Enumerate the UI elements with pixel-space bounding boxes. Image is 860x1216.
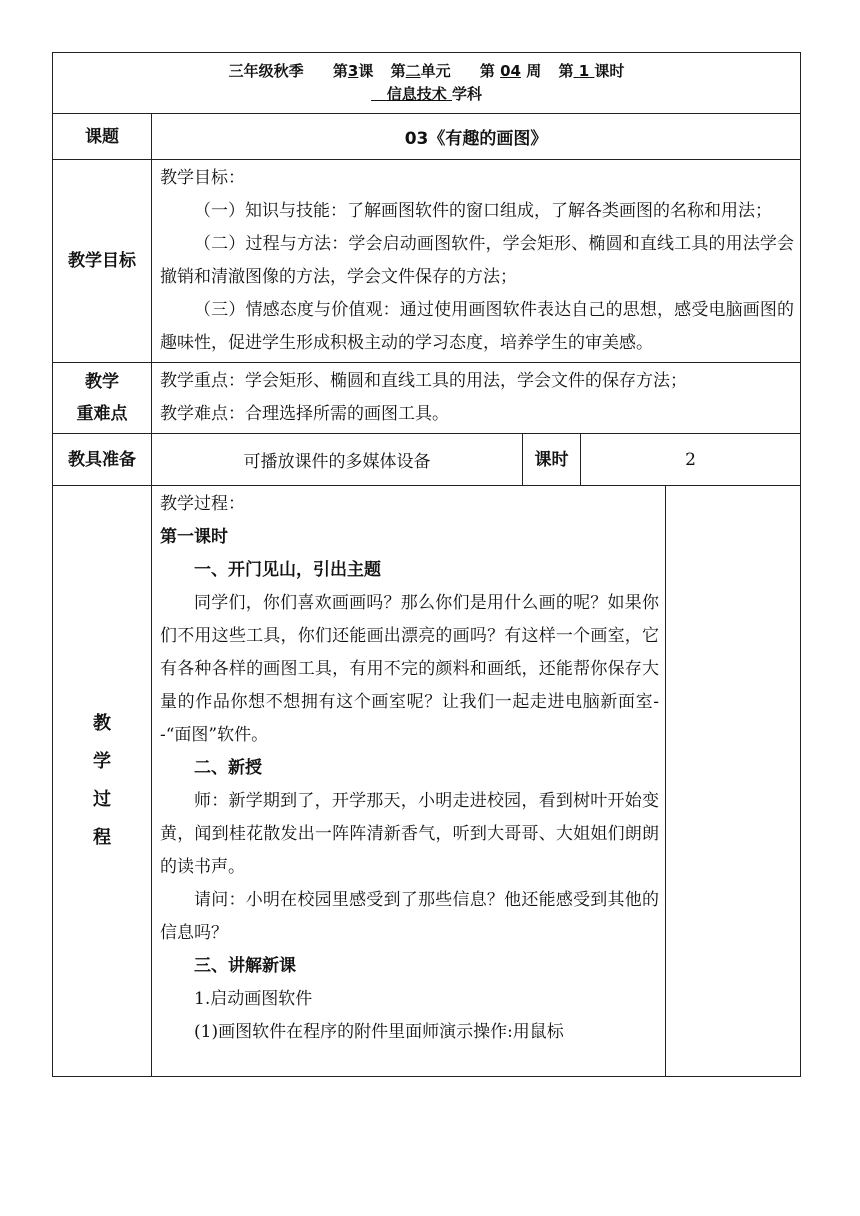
objectives-row (53, 160, 801, 363)
header-line-1: 三年级秋季 第3课 第二单元 第 04 周 第 1 课时 (228, 62, 625, 80)
materials-row (53, 434, 801, 486)
section2-title: 二、新授 (194, 758, 262, 778)
session-title: 第一课时 (160, 527, 228, 547)
hours-value: 2 (581, 434, 801, 486)
key-points-row (53, 363, 801, 434)
section2-text-1: 师：新学期到了，开学那天，小明走进校园，看到树叶开始变黄，闻到桂花散发出一阵阵清新香气，听到大哥哥、大姐姐们朗朗的读书声。 (160, 791, 659, 877)
process-intro: 教学过程： (160, 494, 245, 514)
topic-value: 03《有趣的画图》 (152, 114, 801, 160)
lesson-plan-table (52, 52, 801, 1077)
lesson-number: 3 (347, 62, 359, 80)
period-number: 1 (578, 62, 590, 80)
objective-item-2: （二）过程与方法：学会启动画图软件，学会矩形、椭圆和直线工具的用法学会撤销和清澈图像的方法，学会文件保存的方法； (160, 234, 795, 287)
section2-text-2: 请问：小明在校园里感受到了那些信息？他还能感受到其他的信息吗？ (160, 890, 659, 943)
objectives-content (152, 160, 801, 363)
process-content (152, 486, 666, 1077)
hours-label: 课时 (523, 434, 581, 486)
section1-title: 一、开门见山，引出主题 (194, 560, 381, 580)
subject-name: 信息技术 (386, 85, 447, 103)
topic-row (53, 114, 801, 160)
section1-text: 同学们，你们喜欢画画吗？那么你们是用什么画的呢？如果你们不用这些工具，你们还能画出漂亮的画吗？有这样一个画室，它有各种各样的画图工具，有用不完的颜料和画纸，还能帮你保存大量的作品你想不想拥有这个画室呢？让我们一起走进电脑新面室--“面图”软件。 (160, 593, 659, 745)
header-cell (53, 53, 801, 114)
key-points-label: 教学 重难点 (53, 363, 152, 434)
objectives-label: 教学目标 (53, 160, 152, 363)
topic-label: 课题 (53, 114, 152, 160)
unit-number: 二 (405, 62, 421, 80)
process-label: 教 学 过 程 (53, 486, 152, 1077)
key-points-content (152, 363, 801, 434)
section3-title: 三、讲解新课 (194, 956, 296, 976)
objectives-intro: 教学目标： (160, 168, 245, 188)
materials-label: 教具准备 (53, 434, 152, 486)
process-notes-cell (666, 486, 801, 1077)
step1-title: 1.启动画图软件 (194, 989, 313, 1009)
week-number: 04 (500, 62, 521, 80)
objective-item-1: （一）知识与技能：了解画图软件的窗口组成，了解各类画图的名称和用法； (194, 201, 772, 221)
teaching-difficulty: 教学难点：合理选择所需的画图工具。 (160, 404, 449, 424)
subject-suffix: 学科 (451, 85, 482, 103)
step1-sub: (1)画图软件在程序的附件里面师演示操作:用鼠标 (194, 1022, 564, 1042)
header-line-2 (53, 83, 800, 106)
header-row (53, 53, 801, 114)
materials-value: 可播放课件的多媒体设备 (152, 434, 523, 486)
process-row (53, 486, 801, 1077)
teaching-focus: 教学重点：学会矩形、椭圆和直线工具的用法，学会文件的保存方法； (160, 371, 687, 391)
objective-item-3: （三）情感态度与价值观：通过使用画图软件表达自己的思想，感受电脑画图的趣味性，促进学生形成积极主动的学习态度，培养学生的审美感。 (160, 300, 795, 353)
grade-season: 三年级秋季 (228, 62, 304, 80)
